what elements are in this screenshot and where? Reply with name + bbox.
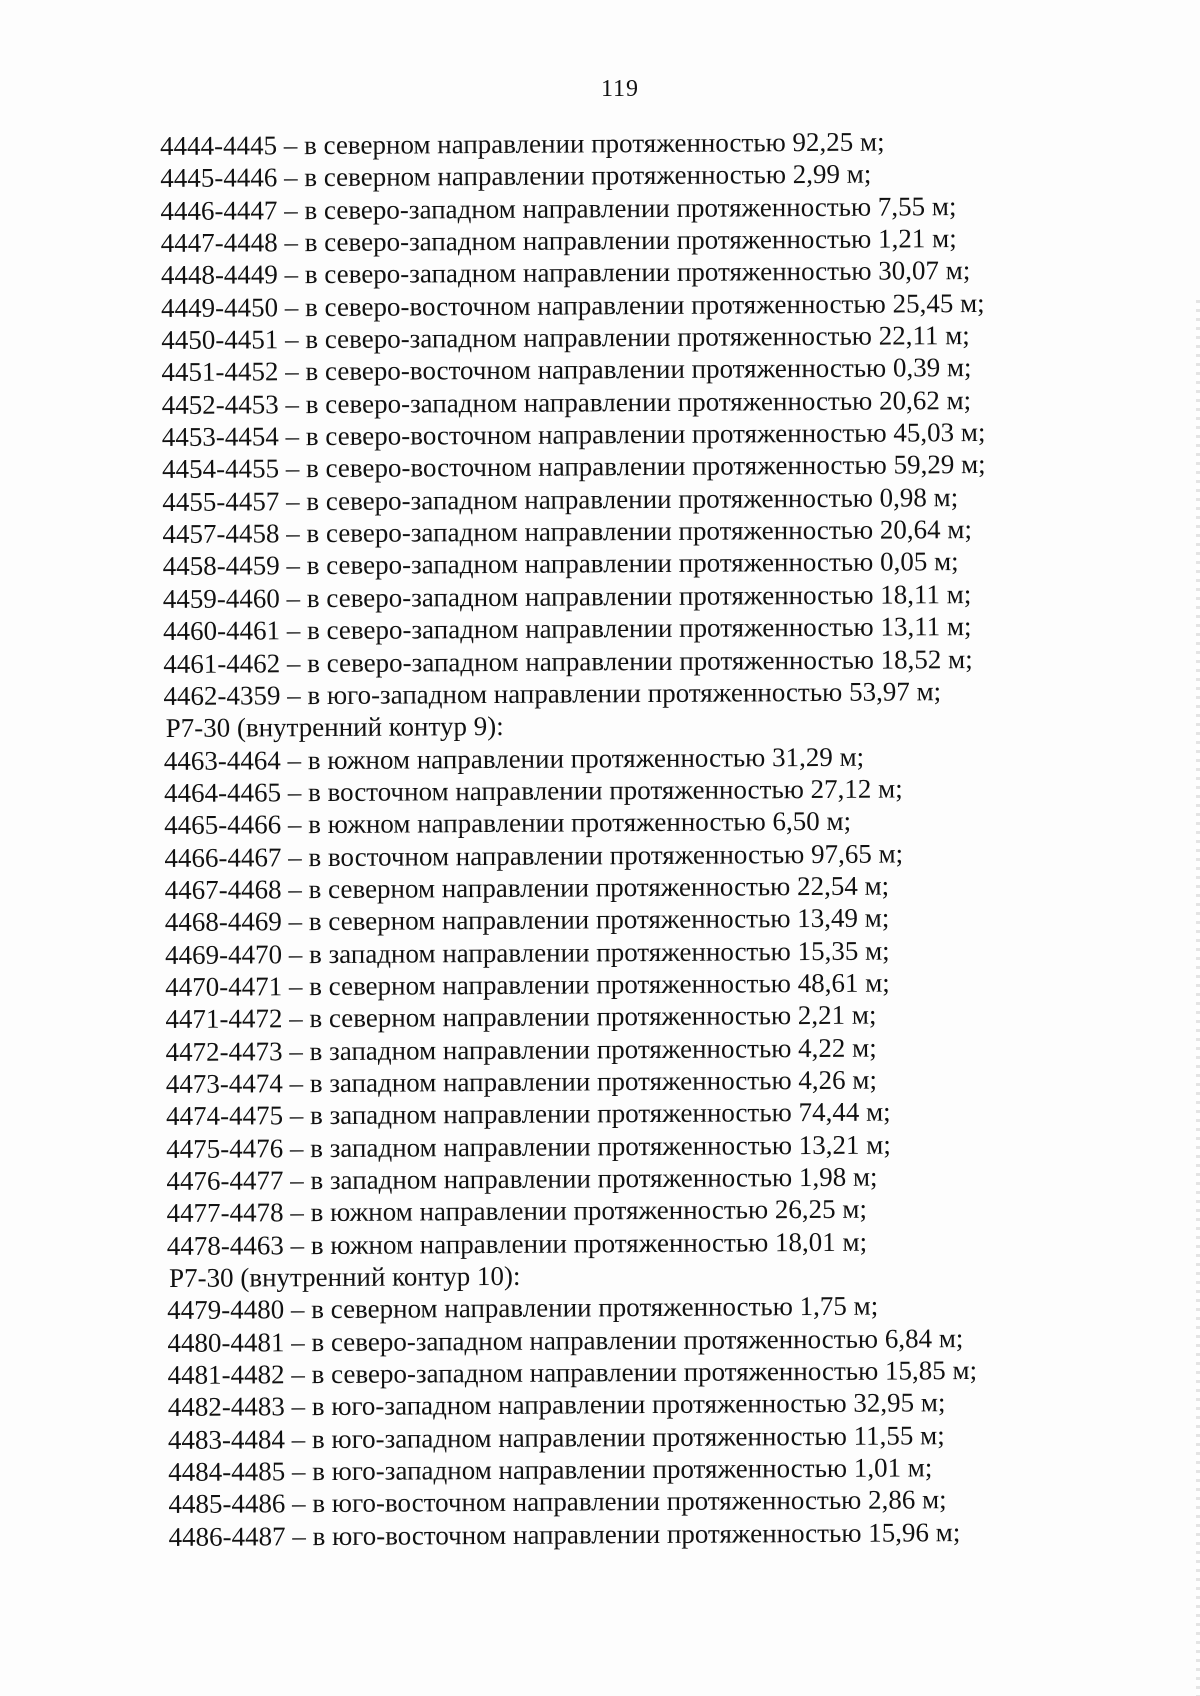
boundary-segment-line: 4464-4465 – в восточном направлении протяженностью 27,12 м;: [163, 773, 903, 808]
boundary-segment-line: 4465-4466 – в южном направлении протяженностью 6,50 м;: [164, 806, 852, 841]
boundary-segment-line: 4476-4477 – в западном направлении протяженностью 1,98 м;: [166, 1161, 878, 1196]
boundary-description-list: [160, 125, 1069, 1554]
boundary-segment-line: 4469-4470 – в западном направлении протяженностью 15,35 м;: [164, 935, 890, 970]
boundary-segment-line: 4451-4452 – в северо-восточном направлении протяженностью 0,39 м;: [161, 352, 972, 388]
boundary-segment-line: 4485-4486 – в юго-восточном направлении протяженностью 2,86 м;: [168, 1484, 947, 1520]
boundary-segment-line: 4462-4359 – в юго-западном направлении протяженностью 53,97 м;: [163, 676, 942, 711]
boundary-segment-line: 4478-4463 – в южном направлении протяженностью 18,01 м;: [166, 1226, 868, 1261]
boundary-segment-line: 4463-4464 – в южном направлении протяженностью 31,29 м;: [163, 741, 865, 776]
boundary-segment-line: 4484-4485 – в юго-западном направлении протяженностью 1,01 м;: [168, 1452, 933, 1488]
boundary-segment-line: 4461-4462 – в северо-западном направлении протяженностью 18,52 м;: [163, 643, 973, 679]
boundary-segment-line: 4466-4467 – в восточном направлении протяженностью 97,65 м;: [164, 838, 904, 873]
boundary-segment-line: 4446-4447 – в северо-западном направлении протяженностью 7,55 м;: [160, 190, 957, 226]
boundary-segment-line: 4460-4461 – в северо-западном направлении протяженностью 13,11 м;: [162, 611, 972, 647]
boundary-segment-line: 4467-4468 – в северном направлении протяженностью 22,54 м;: [164, 870, 890, 905]
boundary-segment-line: 4452-4453 – в северо-западном направлении протяженностью 20,62 м;: [161, 384, 972, 420]
boundary-segment-line: 4483-4484 – в юго-западном направлении протяженностью 11,55 м;: [167, 1419, 945, 1455]
page-number: 119: [600, 76, 640, 102]
boundary-segment-line: 4481-4482 – в северо-западном направлении протяженностью 15,85 м;: [167, 1355, 978, 1391]
boundary-segment-line: 4457-4458 – в северо-западном направлении протяженностью 20,64 м;: [162, 514, 973, 550]
boundary-segment-line: 4454-4455 – в северо-восточном направлении протяженностью 59,29 м;: [161, 449, 986, 485]
boundary-segment-line: 4453-4454 – в северо-восточном направлении протяженностью 45,03 м;: [161, 417, 986, 453]
boundary-segment-line: 4459-4460 – в северо-западном направлении протяженностью 18,11 м;: [162, 578, 972, 614]
boundary-segment-line: 4448-4449 – в северо-западном направлении протяженностью 30,07 м;: [160, 255, 971, 291]
boundary-segment-line: 4444-4445 – в северном направлении протяженностью 92,25 м;: [160, 126, 885, 161]
boundary-segment-line: 4473-4474 – в западном направлении протяженностью 4,26 м;: [165, 1064, 878, 1099]
contour-heading: Р7-30 (внутренний контур 9):: [165, 711, 504, 744]
boundary-segment-line: 4445-4446 – в северном направлении протяженностью 2,99 м;: [160, 158, 872, 194]
boundary-segment-line: 4449-4450 – в северо-восточном направлении протяженностью 25,45 м;: [160, 287, 985, 323]
boundary-segment-line: 4486-4487 – в юго-восточном направлении протяженностью 15,96 м;: [168, 1516, 961, 1552]
boundary-segment-line: 4480-4481 – в северо-западном направлении протяженностью 6,84 м;: [167, 1322, 964, 1358]
boundary-segment-line: 4471-4472 – в северном направлении протяженностью 2,21 м;: [165, 999, 877, 1035]
boundary-segment-line: 4468-4469 – в северном направлении протяженностью 13,49 м;: [164, 902, 890, 938]
boundary-segment-line: 4475-4476 – в западном направлении протяженностью 13,21 м;: [166, 1129, 891, 1164]
boundary-segment-line: 4447-4448 – в северо-западном направлении протяженностью 1,21 м;: [160, 223, 957, 259]
boundary-segment-line: 4450-4451 – в северо-западном направлении протяженностью 22,11 м;: [161, 320, 970, 356]
boundary-segment-line: 4474-4475 – в западном направлении протяженностью 74,44 м;: [165, 1096, 891, 1132]
boundary-segment-line: 4477-4478 – в южном направлении протяженностью 26,25 м;: [166, 1194, 867, 1229]
boundary-segment-line: 4458-4459 – в северо-западном направлении протяженностью 0,05 м;: [162, 546, 959, 582]
boundary-segment-line: 4472-4473 – в западном направлении протяженностью 4,22 м;: [165, 1032, 877, 1067]
boundary-segment-line: 4455-4457 – в северо-западном направлении протяженностью 0,98 м;: [162, 481, 959, 517]
boundary-segment-line: 4482-4483 – в юго-западном направлении протяженностью 32,95 м;: [167, 1387, 946, 1423]
boundary-segment-line: 4470-4471 – в северном направлении протяженностью 48,61 м;: [165, 967, 890, 1002]
scan-edge-artifact: [1196, 300, 1200, 1696]
boundary-segment-line: 4479-4480 – в северном направлении протяженностью 1,75 м;: [167, 1291, 879, 1326]
contour-heading: Р7-30 (внутренний контур 10):: [168, 1260, 521, 1293]
